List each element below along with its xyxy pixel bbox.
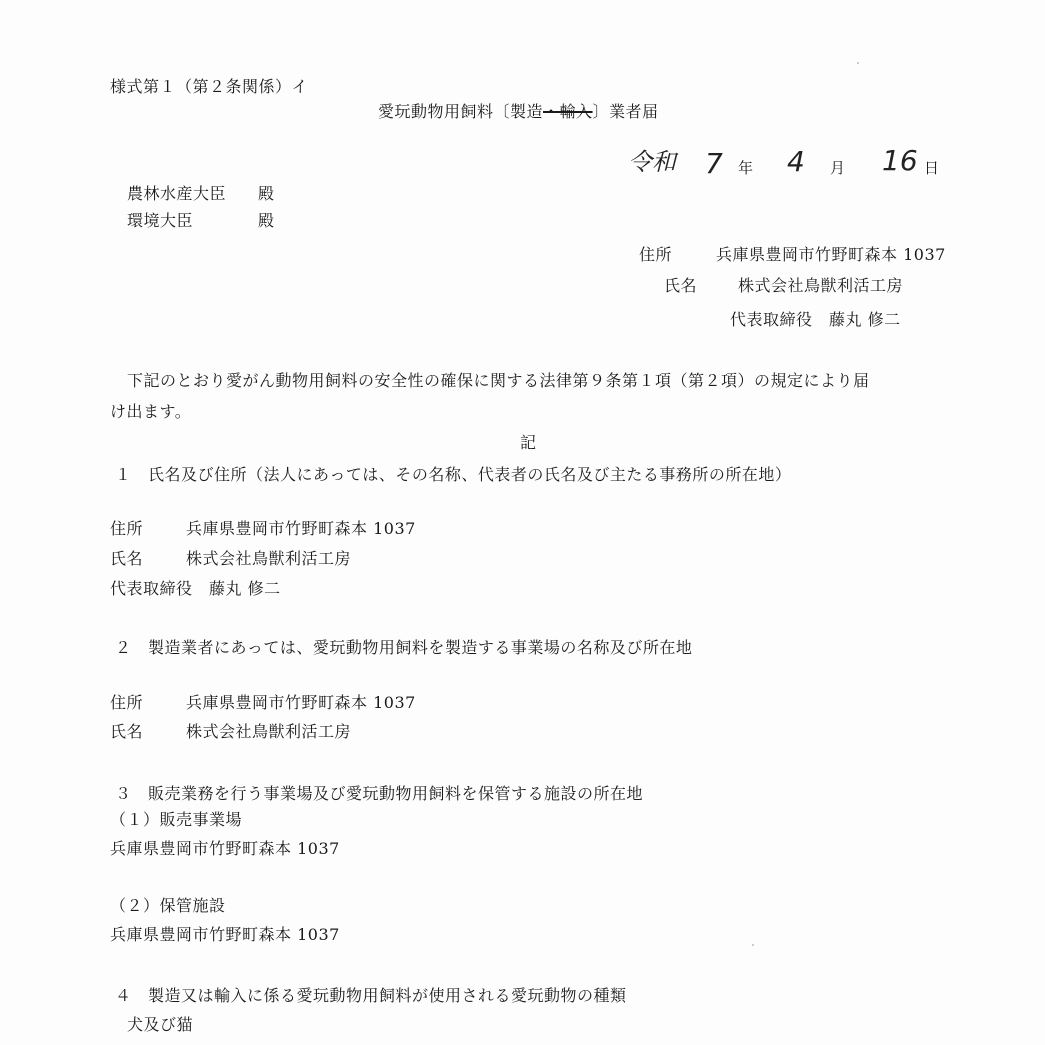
ki-marker: 記	[520, 433, 537, 452]
date-year-unit: 年	[738, 159, 754, 177]
section-3-heading: ３ 販売業務を行う事業場及び愛玩動物用飼料を保管する施設の所在地	[115, 784, 644, 803]
section-1-address-label: 住所	[110, 519, 144, 538]
title-suffix: 〕業者届	[592, 102, 659, 121]
date-year: 7	[705, 147, 723, 180]
applicant-address-label: 住所	[639, 245, 673, 264]
intro-line-1: 下記のとおり愛がん動物用飼料の安全性の確保に関する法律第９条第１項（第２項）の規定により届	[127, 371, 870, 390]
section-2-address-label: 住所	[110, 693, 144, 712]
intro-line-2: け出ます。	[110, 402, 192, 421]
section-1-address: 兵庫県豊岡市竹野町森本 1037	[186, 519, 416, 538]
scan-speck	[857, 62, 859, 64]
addressee-env-honorific: 殿	[258, 211, 275, 230]
applicant-address: 兵庫県豊岡市竹野町森本 1037	[716, 245, 946, 264]
date-era: 令和	[628, 148, 676, 176]
section-3-sales-value: 兵庫県豊岡市竹野町森本 1037	[110, 839, 340, 858]
title-prefix: 愛玩動物用飼料〔製造	[378, 102, 544, 121]
section-2-address: 兵庫県豊岡市竹野町森本 1037	[186, 693, 416, 712]
section-1-heading: １ 氏名及び住所（法人にあっては、その名称、代表者の氏名及び主たる事務所の所在地）	[115, 465, 792, 484]
applicant-name-label: 氏名	[664, 276, 698, 295]
addressee-env: 環境大臣	[127, 211, 194, 230]
date-day: 16	[882, 144, 918, 177]
section-3-sales-label: （１）販売事業場	[110, 810, 243, 829]
scan-speck	[752, 944, 754, 946]
date-month: 4	[787, 145, 805, 178]
section-1-representative: 代表取締役 藤丸 修二	[110, 579, 281, 598]
date-month-unit: 月	[830, 159, 846, 177]
date-day-unit: 日	[924, 159, 940, 177]
addressee-maff-honorific: 殿	[258, 184, 275, 203]
section-4-value: 犬及び猫	[127, 1015, 194, 1034]
section-2-name: 株式会社鳥獣利活工房	[186, 722, 352, 741]
section-2-name-label: 氏名	[110, 722, 144, 741]
section-4-heading: ４ 製造又は輸入に係る愛玩動物用飼料が使用される愛玩動物の種類	[115, 986, 627, 1005]
title-struck-import: ・輸入	[543, 102, 593, 121]
section-1-name-label: 氏名	[110, 549, 144, 568]
section-3-storage-value: 兵庫県豊岡市竹野町森本 1037	[110, 925, 340, 944]
document-title	[378, 101, 659, 123]
section-3-storage-label: （２）保管施設	[110, 896, 226, 915]
section-2-heading: ２ 製造業者にあっては、愛玩動物用飼料を製造する事業場の名称及び所在地	[115, 638, 693, 657]
addressee-maff: 農林水産大臣	[127, 184, 227, 203]
section-1-name: 株式会社鳥獣利活工房	[186, 549, 352, 568]
applicant-name: 株式会社鳥獣利活工房	[738, 276, 904, 295]
form-label: 様式第１（第２条関係）イ	[110, 77, 309, 96]
applicant-representative: 代表取締役 藤丸 修二	[730, 310, 901, 329]
